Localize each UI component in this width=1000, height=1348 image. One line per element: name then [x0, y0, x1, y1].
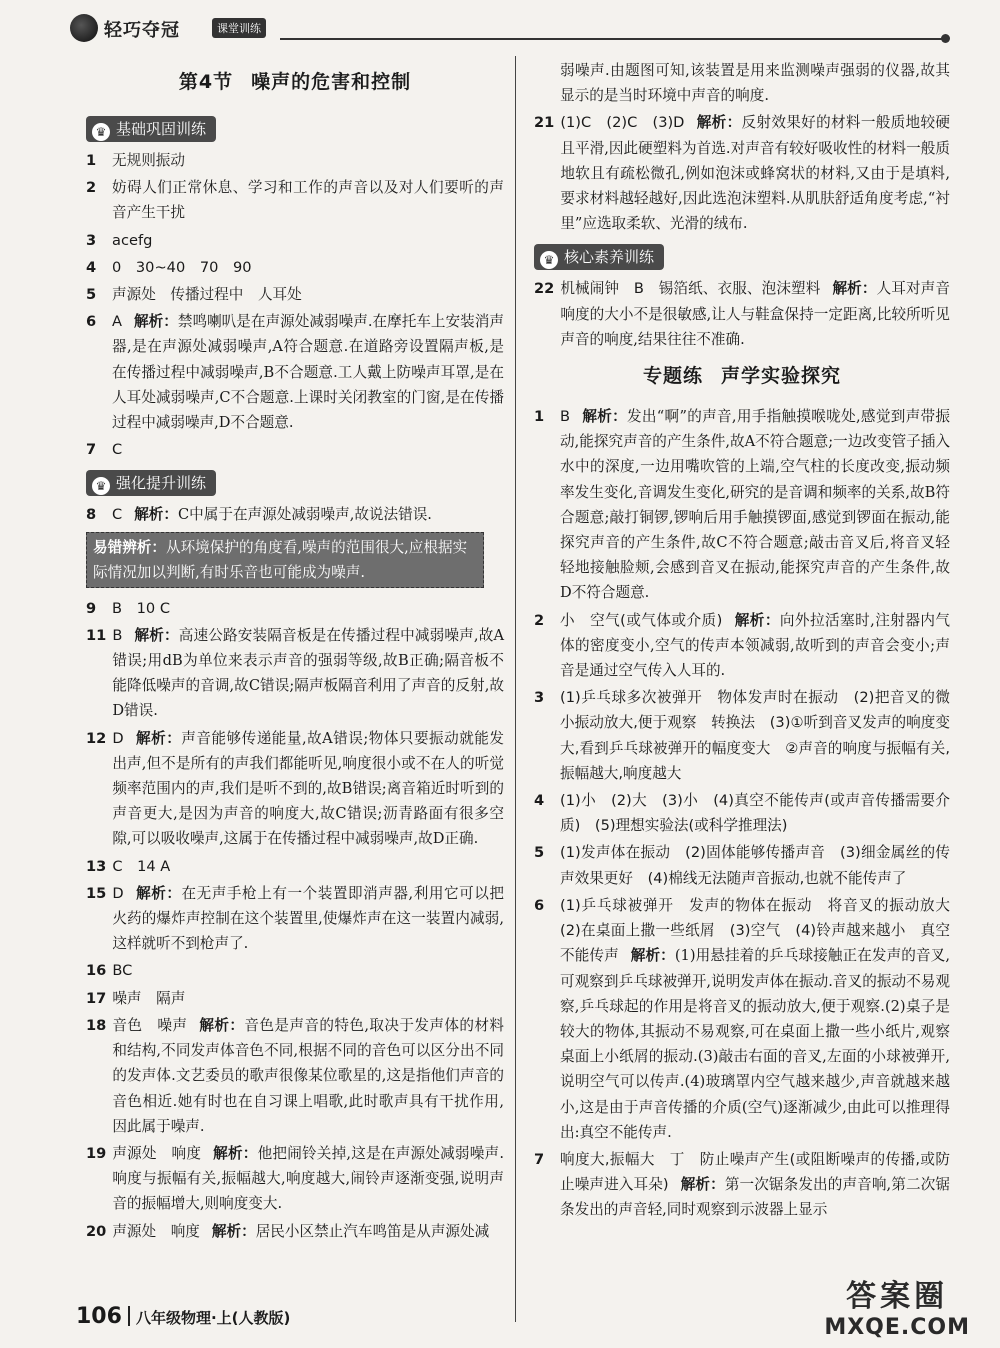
item-answer: A: [112, 313, 122, 331]
item-answer: 机械闹钟 B 锡箔纸、衣服、泡沫塑料: [560, 280, 821, 298]
item-body: [112, 437, 504, 462]
left-column: [86, 58, 504, 1246]
item-body: [560, 608, 950, 684]
item-body: [112, 726, 504, 852]
item-label: 解析：: [213, 1144, 258, 1162]
item-explanation: 向外拉活塞时,注射器内气体的密度变小,空气的传声本领减弱,故听到的声音会变小;声音是通过空气传入人耳的.: [560, 611, 950, 680]
item-label: 解析：: [734, 611, 780, 629]
item-number: 7: [86, 441, 97, 459]
note-label: 易错辨析：: [93, 538, 166, 556]
answer-item: [86, 596, 504, 621]
answer-list-basic: [86, 148, 504, 462]
item-number: 3: [534, 689, 545, 707]
answer-list-special-practice: [534, 404, 965, 1223]
item-number: 3: [86, 231, 97, 249]
item-number: 21: [534, 114, 555, 132]
answer-item: [86, 1013, 504, 1139]
item-answer: (1)小 (2)大 (3)小 (4)真空不能传声(或声音传播需要介质) (5)理想实验法(或科学推理法): [560, 792, 950, 835]
brand-name: 轻巧夺冠: [104, 20, 180, 41]
item-number: 6: [534, 896, 545, 914]
item-number-spacer: [534, 58, 560, 108]
item-number: 17: [86, 989, 107, 1007]
item-body: [112, 596, 504, 621]
item-body: [112, 623, 504, 724]
answer-item: [86, 726, 504, 852]
item-body: [112, 1141, 504, 1217]
header-dot: [941, 34, 950, 43]
item-number: 5: [86, 286, 97, 304]
page-header: [70, 10, 950, 48]
item-answer: (1)乒乓球多次被弹开 物体发声时在振动 (2)把音叉的微小振动放大,便于观察 转换法 (3)①听到音叉发声的响度变大,看到乒乓球被弹开的幅度变大 ②声音的响度与振幅有关,振幅越大,响度越大: [560, 689, 950, 782]
answer-item: [86, 309, 504, 435]
item-label: 解析：: [630, 947, 675, 965]
item-body: [112, 228, 504, 253]
answer-item: [86, 854, 504, 879]
item-body: [560, 840, 950, 890]
item-number: 9: [86, 599, 97, 617]
section-number: 第4节: [178, 71, 234, 93]
answer-item: [534, 404, 950, 606]
item-label: 解析：: [135, 729, 182, 747]
item-explanation: 声音能够传递能量,故A错误;物体只要振动就能发出声,但不是所有的声我们都能听见,响度很小或不在人的听觉频率范围内的声,我们是听不到的,故B错误;离音箱近时听到的声音更大,是因为声音的响度大,故C错误;沥青路面有很多空隙,可以吸收噪声,这属于在传播过程中减弱噪声,故D正确.: [112, 729, 504, 848]
item-number: 2: [534, 611, 545, 629]
banner-basic-training: [86, 116, 216, 142]
item-number: 22: [534, 280, 555, 298]
item-answer: B: [112, 626, 123, 644]
item-label: 解析：: [832, 280, 877, 298]
watermark-title: 答案圈: [846, 1279, 949, 1314]
answer-item: [86, 881, 504, 957]
item-body: [112, 986, 504, 1011]
item-explanation: 音色是声音的特色,取决于发声体的材料和结构,不同发声体音色不同,根据不同的音色可以区分出不同的发声体.文艺委员的歌声很像某位歌星的,这是指他们声音的音色相近.她有时也在自习课上唱歌,此时歌声具有干扰作用,因此属于噪声.: [112, 1016, 504, 1135]
special-practice-label: 专题练: [642, 365, 703, 388]
answer-item-continuation: [534, 58, 950, 108]
answer-item: [86, 255, 504, 280]
item-body: [112, 309, 504, 435]
item-body: [560, 1147, 950, 1223]
answer-item: [86, 623, 504, 724]
crown-icon: ♛: [92, 477, 110, 495]
answer-item: [534, 893, 965, 1145]
item-answer: BC: [112, 962, 133, 980]
item-number: 20: [86, 1222, 107, 1240]
item-answer: D: [112, 729, 124, 747]
banner-advanced-training: [86, 470, 216, 496]
item-number: 2: [86, 179, 97, 197]
item-answer: C: [112, 506, 123, 524]
answer-item: [86, 986, 504, 1011]
item-body: [112, 175, 504, 225]
item-number: 18: [86, 1016, 107, 1034]
item-answer: acefg: [112, 231, 153, 249]
page-footer: [76, 1304, 290, 1329]
item-body: [112, 958, 504, 983]
item-number: 6: [86, 313, 97, 331]
item-answer: B 10 C: [112, 599, 171, 617]
item-explanation: 高速公路安装隔音板是在传播过程中减弱噪声,故A错误;用dB为单位来表示声音的强弱等级,故B正确;隔音板不能降低噪声的音调,故C错误;隔声板隔音利用了声音的反射,故D错误.: [112, 626, 504, 720]
item-answer: B: [560, 408, 571, 426]
item-answer: (1)C (2)C (3)D: [560, 114, 685, 132]
footer-divider: [128, 1306, 130, 1326]
header-rule: [280, 38, 946, 40]
item-body: 弱噪声.由题图可知,该装置是用来监测噪声强弱的仪器,故其显示的是当时环境中声音的响度.: [560, 62, 950, 105]
answer-item: [534, 788, 950, 838]
item-body: [560, 685, 950, 786]
answer-item: [86, 282, 504, 307]
answer-item: [86, 958, 504, 983]
brand-logo-icon: [70, 14, 98, 42]
item-number: 5: [534, 844, 545, 862]
item-number: 16: [86, 962, 107, 980]
item-answer: D: [112, 884, 124, 902]
item-explanation: (1)用悬挂着的乒乓球接触正在发声的音叉,可观察到乒乓球被弹开,说明发声体在振动.音叉的振动不易观察,乒乓球起的作用是将音叉的振动放大,便于观察.(2)桌子是较大的物体,其振动不易观察,可在桌面上撒一些小纸片,观察桌面上小纸屑的振动.(3)敲击右面的音叉,左面的小球被弹开,说明空气可以传声.(4)玻璃罩内空气越来越少,声音就越来越小,这是由于声音传播的介质(空气)逐渐减少,由此可以推理得出:真空不能传声.: [560, 947, 950, 1141]
item-answer: 声源处 响度: [112, 1222, 200, 1240]
series-badge: 课堂训练: [212, 18, 266, 38]
item-number: 4: [86, 258, 97, 276]
item-body: [112, 255, 504, 280]
item-answer: 声源处 传播过程中 人耳处: [112, 286, 302, 304]
section-name: 噪声的危害和控制: [251, 71, 412, 93]
right-column: [534, 58, 965, 1225]
item-number: 11: [86, 626, 107, 644]
answer-item: [86, 228, 504, 253]
section-title: [86, 68, 504, 96]
item-answer: (1)乒乓球被弹开 发声的物体在振动 将音叉的振动放大 (2)在桌面上撒一些纸屑 (3)空气 (4)铃声越来越小 真空不能传声: [560, 896, 965, 965]
item-label: 解析：: [134, 506, 178, 524]
item-answer: 响度大,振幅大 丁 防止噪声产生(或阻断噪声的传播,或防止噪声进入耳朵): [560, 1150, 950, 1194]
item-explanation: 禁鸣喇叭是在声源处减弱噪声.在摩托车上安装消声器,是在声源处减弱噪声,A符合题意.在道路旁设置隔声板,是在传播过程中减弱噪声,B不合题意.工人戴上防噪声耳罩,是在人耳处减弱噪声,C不合题意.上课时关闭教室的门窗,是在传播过程中减弱噪声,D不合题意.: [112, 313, 504, 432]
item-explanation: 居民小区禁止汽车鸣笛是从声源处减: [255, 1222, 490, 1240]
item-number: 15: [86, 884, 107, 902]
site-watermark: [824, 1271, 970, 1340]
answer-item: [534, 1147, 950, 1223]
item-answer: C 14 A: [112, 857, 171, 875]
error-analysis-note: [86, 532, 484, 588]
answer-item: [86, 175, 504, 225]
answer-item: [534, 608, 950, 684]
item-number: 1: [534, 408, 545, 426]
answer-item: [86, 502, 504, 527]
item-body: [560, 788, 950, 838]
item-label: 解析：: [582, 408, 627, 426]
banner-label: 核心素养训练: [564, 248, 655, 267]
page-number: 106: [76, 1304, 122, 1329]
crown-icon: ♛: [540, 251, 558, 269]
special-practice-topic: 声学实验探究: [721, 365, 842, 388]
item-explanation: 他把闹铃关掉,这是在声源处减弱噪声.响度与振幅有关,振幅越大,响度越大,闹铃声逐渐变强,说明声音的振幅增大,则响度变大.: [112, 1144, 504, 1213]
item-explanation: 发出“啊”的声音,用手指触摸喉咙处,感觉到声带振动,能探究声音的产生条件,故A不符合题意;一边改变管子插入水中的深度,一边用嘴吹管的上端,空气柱的长度改变,振动频率发生变化,音调发生变化,研究的是音调和频率的关系,故B符合题意;敲打铜锣,锣响后用手触摸锣面,感觉到锣面在振动,能探究声音的产生条件,故C不符合题意;敲击音叉后,将音叉轻轻地接触脸颊,会感到音叉在振动,能探究声音的产生条件,故D不符合题意.: [560, 408, 950, 602]
item-body: [112, 282, 504, 307]
item-body: [560, 404, 950, 606]
item-answer: C: [112, 441, 123, 459]
item-number: 8: [86, 506, 97, 524]
special-practice-title: [534, 362, 950, 390]
item-label: 解析：: [134, 626, 179, 644]
item-answer: 0 30~40 70 90: [112, 258, 252, 276]
item-label: 解析：: [696, 114, 742, 132]
item-label: 解析：: [680, 1176, 725, 1194]
answer-item: [86, 437, 504, 462]
item-body: [112, 854, 504, 879]
item-body: [560, 276, 950, 352]
item-answer: 无规则振动: [112, 152, 185, 169]
item-body: [112, 881, 504, 957]
item-answer: (1)发声体在振动 (2)固体能够传播声音 (3)细金属丝的传声效果更好 (4)棉线无法随声音振动,也就不能传声了: [560, 844, 950, 887]
answer-list-advanced: [86, 596, 504, 1244]
item-body: [112, 1013, 504, 1139]
item-number: 4: [534, 792, 545, 810]
item-answer: 噪声 隔声: [112, 989, 186, 1007]
banner-label: 基础巩固训练: [116, 120, 207, 138]
item-body: [560, 893, 965, 1145]
item-label: 解析：: [199, 1016, 245, 1034]
item-body: [112, 148, 504, 173]
answer-item: [86, 1219, 504, 1244]
item-explanation: 反射效果好的材料一般质地较硬且平滑,因此硬塑料为首选.对声音有较好吸收性的材料一般质地软且有疏松微孔,例如泡沫或蜂窝状的材料,又由于是填料,要求材料越轻越好,因此选泡沫塑料.从肌肤舒适角度考虑,“衬里”应选取柔软、光滑的绒布.: [560, 114, 950, 233]
item-body: [112, 1219, 504, 1244]
item-answer: 小 空气(或气体或介质): [560, 611, 723, 629]
note-text: 从环境保护的角度看,噪声的范围很大,应根据实际情况加以判断,有时乐音也可能成为噪声.: [93, 538, 468, 581]
book-title: 八年级物理·上(人教版): [135, 1309, 291, 1327]
item-answer: 妨碍人们正常休息、学习和工作的声音以及对人们要听的声音产生干扰: [112, 179, 504, 222]
item-number: 13: [86, 857, 107, 875]
item-explanation: 第一次锯条发出的声音响,第二次锯条发出的声音轻,同时观察到示波器上显示: [560, 1176, 950, 1219]
banner-label: 强化提升训练: [116, 474, 207, 493]
item-label: 解析：: [135, 884, 182, 902]
item-explanation: 在无声手枪上有一个装置即消声器,利用它可以把火药的爆炸声控制在这个装置里,使爆炸声在这一装置内减弱,这样就听不到枪声了.: [112, 884, 504, 953]
answer-item: [86, 148, 504, 173]
answer-item: [534, 685, 950, 786]
answer-item: [86, 1141, 504, 1217]
watermark-url: MXQE.COM: [824, 1315, 970, 1340]
answer-item: [534, 110, 950, 236]
item-body: [112, 502, 504, 527]
item-body: [560, 110, 950, 236]
item-label: 解析：: [133, 313, 178, 331]
item-number: 19: [86, 1144, 107, 1162]
item-number: 1: [86, 152, 97, 169]
item-number: 7: [534, 1150, 545, 1168]
item-answer: 音色 噪声: [112, 1016, 188, 1034]
banner-core-literacy-training: [534, 244, 664, 270]
item-number: 12: [86, 729, 107, 747]
item-label: 解析：: [211, 1222, 256, 1240]
item-explanation: C中属于在声源处减弱噪声,故说法错误.: [178, 506, 432, 524]
item-explanation: 人耳对声音响度的大小不是很敏感,让人与鞋盒保持一定距离,比较所听见声音的响度,结果往往不准确.: [560, 280, 950, 348]
crown-icon: ♛: [92, 123, 110, 141]
answer-item: [534, 276, 950, 352]
item-answer: 声源处 响度: [112, 1144, 202, 1162]
column-divider: [515, 56, 516, 1322]
answer-item: [534, 840, 950, 890]
